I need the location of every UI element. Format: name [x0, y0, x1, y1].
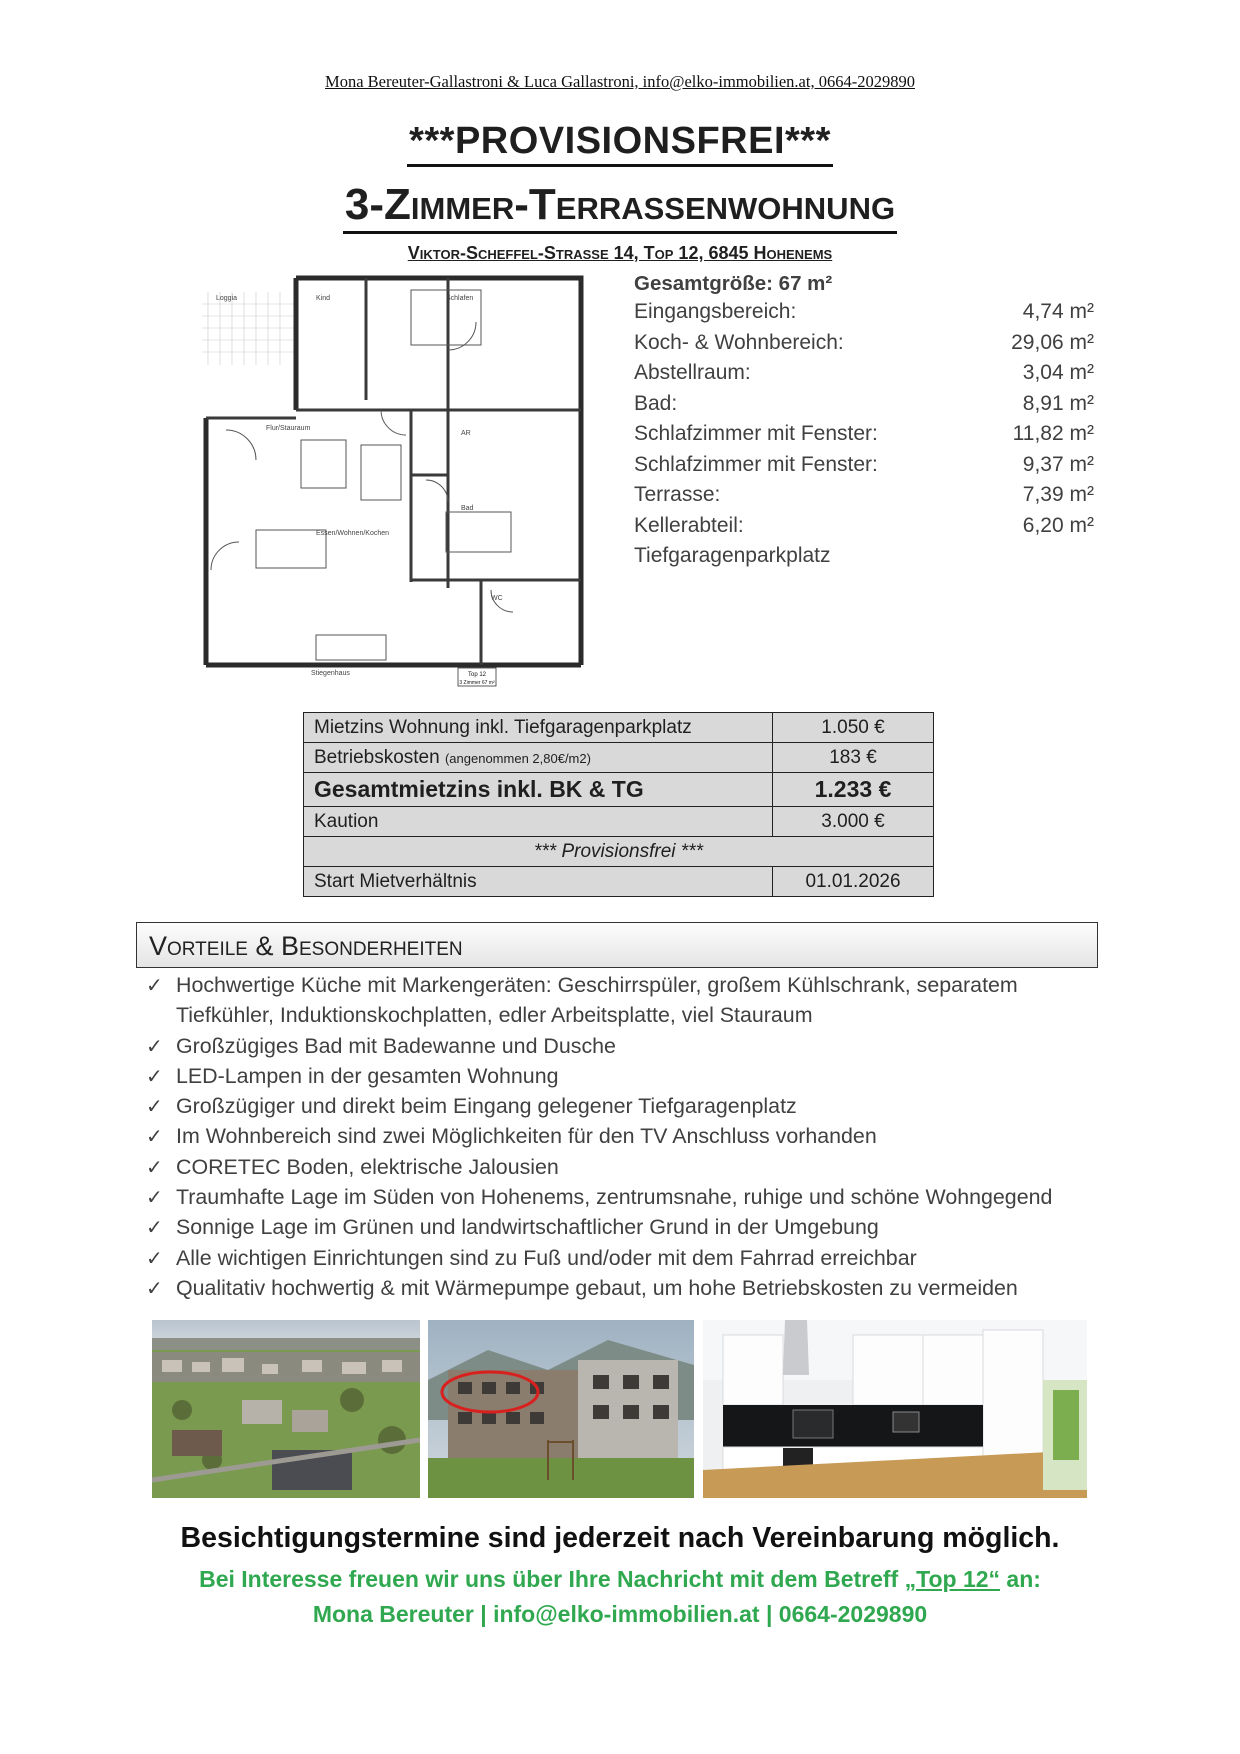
area-row — [634, 300, 1094, 331]
check-icon: ✓ — [146, 1275, 163, 1300]
area-value: 4,74 m² — [1022, 300, 1094, 323]
svg-text:Flur/Stauraum: Flur/Stauraum — [266, 425, 311, 432]
interesse-betreff: „Top 12“ — [904, 1566, 1001, 1592]
area-label: Schlafzimmer mit Fenster: — [634, 452, 878, 476]
feature-text: Qualitativ hochwertig & mit Wärmepumpe gebaut, um hohe Betriebskosten zu vermeiden — [176, 1275, 1018, 1300]
interesse-pre: Bei Interesse freuen wir uns über Ihre Nachricht mit dem Betreff — [199, 1566, 905, 1592]
table-row — [304, 807, 934, 837]
table-row — [304, 713, 934, 743]
floorplan-top-label: Top 12 — [467, 672, 487, 678]
gesamtmiete-value: 1.233 € — [773, 773, 934, 807]
miete-label: Mietzins Wohnung inkl. Tiefgaragenparkplatz — [304, 713, 773, 743]
area-label: Koch- & Wohnbereich: — [634, 330, 844, 354]
area-value: 6,20 m² — [1022, 513, 1094, 537]
interesse-line — [0, 1566, 1240, 1593]
start-value: 01.01.2026 — [773, 867, 934, 897]
rent-table — [303, 712, 934, 897]
kaution-value: 3.000 € — [773, 807, 934, 837]
contact-footer: Mona Bereuter | info@elko-immobilien.at | 0664-2029890 — [312, 1601, 928, 1627]
area-row — [634, 331, 1094, 362]
list-item — [146, 1243, 1116, 1273]
feature-text: Traumhafte Lage im Süden von Hohenems, zentrumsnahe, ruhige und schöne Wohngegend — [176, 1185, 1053, 1210]
besichtigung-text: Besichtigungstermine sind jederzeit nach Vereinbarung möglich. — [180, 1522, 1060, 1554]
start-label: Start Mietverhältnis — [304, 867, 773, 897]
table-row — [304, 773, 934, 807]
betriebskosten-note: (angenommen 2,80€/m2) — [444, 750, 591, 766]
page-title-text: 3-Zimmer-Terrassenwohnung — [343, 180, 897, 234]
table-row — [304, 867, 934, 897]
check-icon: ✓ — [146, 1154, 163, 1179]
area-row — [634, 422, 1094, 453]
list-item — [146, 1121, 1116, 1151]
provisionsfrei-title — [0, 120, 1240, 163]
area-label: Abstellraum: — [634, 361, 751, 384]
area-value: 29,06 m² — [1011, 330, 1094, 354]
check-icon: ✓ — [146, 1124, 163, 1149]
area-row — [634, 361, 1094, 392]
check-icon: ✓ — [146, 1033, 163, 1058]
area-label: Tiefgaragenparkplatz — [634, 544, 831, 567]
feature-text: Im Wohnbereich sind zwei Möglichkeiten für den TV Anschluss vorhanden — [176, 1124, 877, 1149]
area-label: Schlafzimmer mit Fenster: — [634, 422, 878, 445]
svg-text:Schlafen: Schlafen — [446, 295, 474, 302]
feature-text: Alle wichtigen Einrichtungen sind zu Fuß und/oder mit dem Fahrrad erreichbar — [176, 1245, 917, 1270]
area-value: 3,04 m² — [1022, 361, 1094, 384]
table-row — [304, 743, 934, 773]
kaution-label: Kaution — [304, 807, 773, 837]
check-icon: ✓ — [146, 1063, 163, 1088]
betriebskosten-cell — [304, 743, 773, 773]
feature-text: CORETEC Boden, elektrische Jalousien — [176, 1154, 559, 1179]
feature-text: Sonnige Lage im Grünen und landwirtschaftlicher Grund in der Umgebung — [176, 1215, 879, 1240]
area-list — [634, 300, 1094, 575]
provisionsfrei-note: *** Provisionsfrei *** — [304, 837, 934, 867]
page-title — [0, 180, 1240, 230]
interesse-post: an: — [1000, 1566, 1041, 1592]
list-item — [146, 1182, 1116, 1212]
list-item — [146, 1091, 1116, 1121]
area-row — [634, 392, 1094, 423]
list-item — [146, 1061, 1116, 1091]
photo-building-render — [428, 1320, 694, 1498]
check-icon: ✓ — [146, 1245, 163, 1270]
svg-text:Loggia: Loggia — [216, 295, 238, 302]
area-value: 11,82 m² — [1012, 422, 1094, 445]
area-label: Kellerabteil: — [634, 513, 744, 537]
area-value: 8,91 m² — [1022, 391, 1094, 415]
svg-text:Stiegenhaus: Stiegenhaus — [311, 670, 350, 677]
provisionsfrei-title-text: ***PROVISIONSFREI*** — [407, 120, 833, 167]
address-line — [0, 243, 1240, 264]
area-row — [634, 514, 1094, 545]
check-icon: ✓ — [146, 1094, 163, 1119]
check-icon: ✓ — [146, 1185, 163, 1210]
area-label: Bad: — [634, 391, 678, 415]
list-item — [146, 1273, 1116, 1303]
svg-text:Bad: Bad — [461, 505, 474, 512]
feature-list — [146, 970, 1116, 1303]
contact-header: Mona Bereuter-Gallastroni & Luca Gallastroni, info@elko-immobilien.at, 0664-2029890 — [325, 72, 915, 91]
svg-text:WC: WC — [491, 595, 503, 602]
check-icon: ✓ — [146, 1215, 163, 1240]
area-label: Terrasse: — [634, 483, 721, 506]
feature-text: Großzügiges Bad mit Badewanne und Dusche — [176, 1033, 616, 1058]
address-text: Viktor-Scheffel-Straße 14, Top 12, 6845 Hohenems — [407, 243, 833, 263]
floor-plan — [196, 270, 586, 702]
list-item — [146, 1031, 1116, 1061]
betriebskosten-value: 183 € — [773, 743, 934, 773]
miete-value: 1.050 € — [773, 713, 934, 743]
area-value: 7,39 m² — [1022, 483, 1094, 506]
svg-text:Kind: Kind — [316, 295, 331, 302]
list-item — [146, 1152, 1116, 1182]
area-row — [634, 453, 1094, 484]
betriebskosten-label: Betriebskosten — [314, 746, 440, 768]
gesamtmiete-label: Gesamtmietzins inkl. BK & TG — [304, 773, 773, 807]
feature-text: Hochwertige Küche mit Markengeräten: Geschirrspüler, großem Kühlschrank, separatem Tiefkühler, Induktionskochplatten, edler Arbeitsplatte, viel Stauraum — [176, 973, 1018, 1028]
vorteile-title: Vorteile & Besonderheiten — [149, 931, 463, 961]
total-area: Gesamtgröße: 67 m² — [634, 272, 833, 295]
table-row — [304, 837, 934, 867]
area-label: Eingangsbereich: — [634, 300, 797, 323]
area-value: 9,37 m² — [1022, 452, 1094, 476]
svg-text:AR: AR — [461, 430, 471, 437]
floorplan-top-sub: 3 Zimmer 67 m² — [459, 680, 495, 686]
feature-text: Großzügiger und direkt beim Eingang gelegener Tiefgaragenplatz — [176, 1094, 797, 1119]
list-item — [146, 1212, 1116, 1242]
feature-text: LED-Lampen in der gesamten Wohnung — [176, 1063, 559, 1088]
photo-aerial-view — [152, 1320, 420, 1498]
list-item — [146, 970, 1116, 1031]
area-row — [634, 544, 1094, 575]
vorteile-header — [136, 922, 1098, 968]
check-icon: ✓ — [146, 973, 163, 997]
area-row — [634, 483, 1094, 514]
svg-text:Essen/Wohnen/Kochen: Essen/Wohnen/Kochen — [316, 530, 390, 537]
photo-kitchen — [703, 1320, 1087, 1498]
